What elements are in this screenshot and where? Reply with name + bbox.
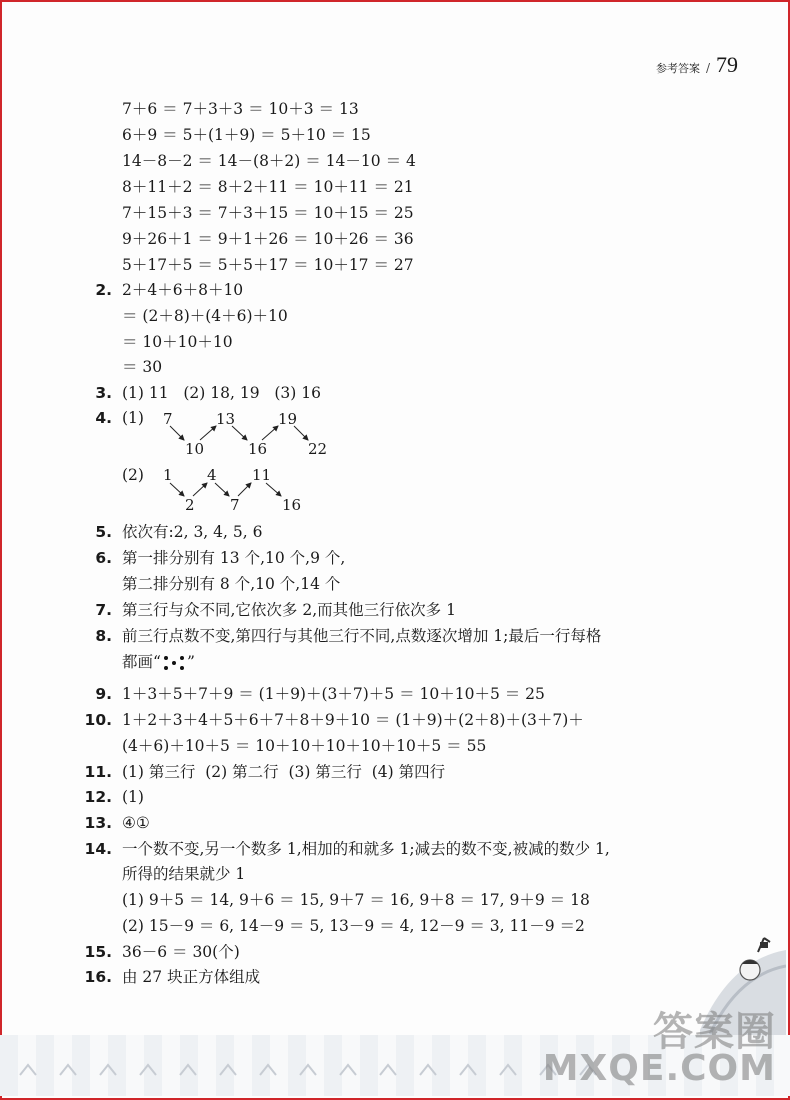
answer-line: 依次有:2, 3, 4, 5, 6	[122, 523, 263, 541]
sub-label: (1)	[122, 409, 144, 427]
answer-line: 7＋15＋3 ＝ 7＋3＋15 ＝ 10＋15 ＝ 25	[122, 204, 414, 222]
answer-line: 第二排分别有 8 个,10 个,14 个	[122, 575, 341, 593]
sequence-number: 16	[282, 496, 302, 514]
question-number: 11.	[84, 763, 112, 781]
arrow-icon	[294, 426, 308, 440]
answer-line: 1＋2＋3＋4＋5＋6＋7＋8＋9＋10 ＝ (1＋9)＋(2＋8)＋(3＋7)＋	[122, 711, 584, 729]
dot-pattern-icon	[161, 653, 187, 673]
answer-line: (1)	[122, 788, 144, 806]
sequence-number: 7	[163, 410, 173, 428]
question-number: 5.	[95, 523, 112, 541]
answer-line: ④①	[122, 814, 150, 832]
question-number: 9.	[95, 685, 112, 703]
question-number: 15.	[84, 943, 112, 961]
sequence-number: 1	[163, 466, 173, 484]
arrow-icon	[266, 483, 281, 496]
sequence-number: 7	[230, 496, 240, 514]
answer-line: (1) 9＋5 ＝ 14, 9＋6 ＝ 15, 9＋7 ＝ 16, 9＋8 ＝ 17, 9＋9 ＝ 18	[122, 891, 590, 909]
answer-line: 前三行点数不变,第四行与其他三行不同,点数逐次增加 1;最后一行每格	[122, 627, 602, 645]
watermark-logo: 答案圈	[653, 1009, 776, 1055]
header-divider: /	[705, 61, 710, 75]
sequence-number: 22	[308, 440, 328, 458]
question-number: 3.	[95, 384, 112, 402]
answer-line: 5＋17＋5 ＝ 5＋5＋17 ＝ 10＋17 ＝ 27	[122, 256, 414, 274]
answer-line: (2) 15－9 ＝ 6, 14－9 ＝ 5, 13－9 ＝ 4, 12－9 ＝ 3, 11－9 ＝2	[122, 917, 585, 935]
sequence-number: 19	[278, 410, 298, 428]
question-number: 14.	[84, 840, 112, 858]
answer-line: 1＋3＋5＋7＋9 ＝ (1＋9)＋(3＋7)＋5 ＝ 10＋10＋5 ＝ 25	[122, 685, 545, 703]
answer-line: 由 27 块正方体组成	[122, 968, 261, 986]
sequence-number: 4	[207, 466, 217, 484]
answer-line: (1) 11 (2) 18, 19 (3) 16	[122, 384, 321, 402]
answer-line: (4＋6)＋10＋5 ＝ 10＋10＋10＋10＋10＋5 ＝ 55	[122, 737, 487, 755]
arrow-icon	[232, 426, 247, 440]
answer-line: 一个数不变,另一个数多 1,相加的和就多 1;减去的数不变,被减的数少 1,	[122, 840, 610, 858]
answer-line: 第三行与众不同,它依次多 2,而其他三行依次多 1	[122, 601, 456, 619]
quote-close: ”	[186, 653, 195, 671]
section-title: 参考答案	[655, 62, 700, 75]
answer-line: 36－6 ＝ 30(个)	[122, 943, 240, 961]
watermark-url: MXQE.COM	[542, 1048, 776, 1089]
sequence-number: 2	[185, 496, 195, 514]
sub-label: (2)	[122, 466, 144, 484]
question-number: 16.	[84, 968, 112, 986]
arrow-icon	[238, 483, 251, 496]
sequence-number: 13	[216, 410, 236, 428]
page-number: 79	[716, 52, 738, 77]
question-number: 6.	[95, 549, 112, 567]
arrow-icon	[262, 426, 278, 440]
answer-line: 2＋4＋6＋8＋10	[122, 281, 244, 299]
question-number: 7.	[95, 601, 112, 619]
arrow-icon	[215, 483, 229, 496]
arrow-icon	[170, 426, 184, 440]
answer-line: 8＋11＋2 ＝ 8＋2＋11 ＝ 10＋11 ＝ 21	[122, 178, 414, 196]
question-number: 13.	[84, 814, 112, 832]
sequence-number: 16	[248, 440, 268, 458]
answer-line: ＝ (2＋8)＋(4＋6)＋10	[122, 307, 288, 325]
arrow-icon	[170, 483, 184, 496]
answer-line	[122, 652, 195, 673]
arrow-icon	[200, 426, 216, 440]
question-number: 2.	[95, 281, 112, 299]
sequence-number: 10	[185, 440, 205, 458]
answer-line: 第一排分别有 13 个,10 个,9 个,	[122, 549, 346, 567]
answer-line: (1) 第三行 (2) 第二行 (3) 第三行 (4) 第四行	[122, 763, 446, 781]
question-number: 12.	[84, 788, 112, 806]
answer-line: 所得的结果就少 1	[122, 865, 246, 883]
answer-line: ＝ 30	[122, 358, 163, 376]
question-number: 8.	[95, 627, 112, 645]
question-number: 4.	[95, 409, 112, 427]
sequence-number: 11	[252, 466, 272, 484]
answer-line: 6＋9 ＝ 5＋(1＋9) ＝ 5＋10 ＝ 15	[122, 126, 371, 144]
quote-open: 都画“	[122, 653, 161, 671]
answer-line: 14－8－2 ＝ 14－(8＋2) ＝ 14－10 ＝ 4	[122, 152, 416, 170]
answer-line: 9＋26＋1 ＝ 9＋1＋26 ＝ 10＋26 ＝ 36	[122, 230, 414, 248]
answer-line: 7＋6 ＝ 7＋3＋3 ＝ 10＋3 ＝ 13	[122, 100, 359, 118]
arrow-icon	[193, 483, 207, 496]
answer-line: ＝ 10＋10＋10	[122, 333, 233, 351]
question-number: 10.	[84, 711, 112, 729]
